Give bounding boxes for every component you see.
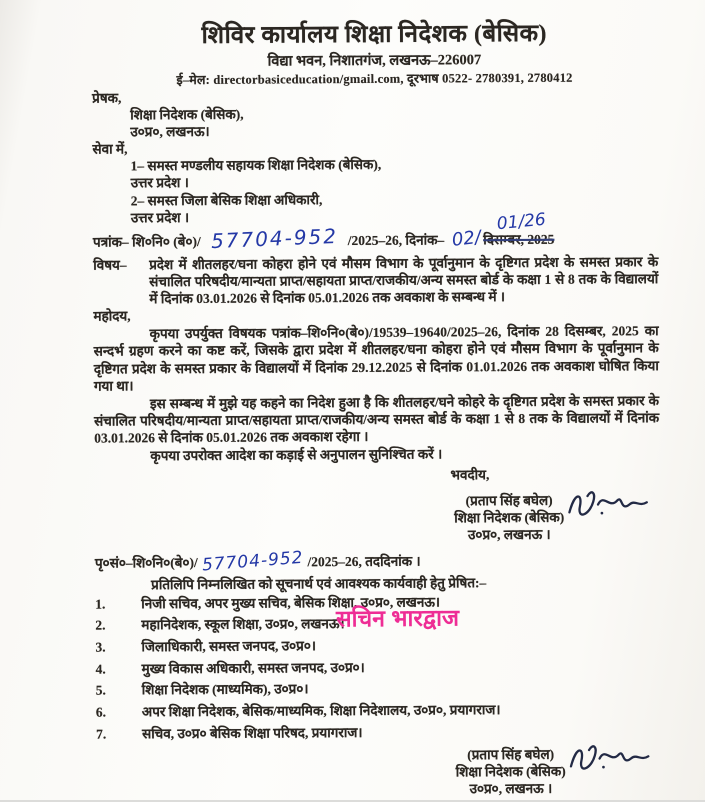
recipients-label: सेवा में, (92, 141, 128, 157)
handwritten-reference-number: 57704-952 (210, 223, 339, 253)
item-number: 5. (95, 682, 106, 698)
endorsement-prefix: पृ०सं०–शि०नि०(बे०)/ (94, 554, 198, 571)
reference-prefix: पत्रांक– शि०नि० (बे०)/ (92, 233, 201, 250)
item-text: निजी सचिव, अपर मुख्य सचिव, बेसिक शिक्षा, उ०प्र०, लखनऊ। (141, 594, 441, 611)
body-paragraph-1: कृपया उपर्युक्त विषयक पत्रांक–शि०नि०(बे०)/19539–19640/2025–26, दिनांक 28 दिसम्बर, 2025 का सन्दर्भ ग्रहण करने का कष्ट करें, जिसके द्वारा प्रदेश में शीतलहर/घना कोहरा होने एवं मौसम विभाग के पूर्वानुमान के दृष्टिगत प्रदेश के समस्त प्रकार के विद्यालयों में दिनांक 29.12.2025 से दिनांक 01.01.2026 तक अवकाश घोषित किया गया था। (93, 323, 659, 394)
item-number: 2. (95, 617, 106, 633)
distribution-item (95, 635, 660, 656)
signature-block-primary (407, 491, 612, 544)
signatory-designation: शिक्षा निदेशक (बेसिक) (454, 509, 565, 526)
item-text: महानिदेशक, स्कूल शिक्षा, उ०प्र०, लखनऊ। (141, 616, 345, 633)
struck-printed-date: दिसम्बर, 2025 (483, 231, 555, 248)
item-number: 3. (95, 639, 106, 655)
valediction: भवदीय, (450, 467, 490, 483)
recipient-item: 1– समस्त मण्डलीय सहायक शिक्षा निदेशक (बेसिक), (130, 157, 382, 174)
item-number: 4. (95, 661, 106, 677)
endorsement-suffix: /2025–26, तददिनांक । (307, 553, 421, 570)
item-number: 7. (95, 726, 107, 742)
sender-place: उ०प्र०, लखनऊ। (130, 123, 210, 140)
handwritten-date-day: 02/ (451, 226, 483, 251)
signature-block-secondary (408, 745, 613, 798)
handwritten-date-rest: 01/26 (496, 209, 547, 235)
salutation: महोदय, (93, 308, 131, 324)
handwritten-endorsement-number: 57704-952 (201, 547, 304, 576)
subject-section (93, 253, 658, 308)
recipient-item: 2– समस्त जिला बेसिक शिक्षा अधिकारी, (130, 191, 323, 208)
item-number: 1. (95, 596, 106, 612)
watermark-name: सचिन भारद्वाज (335, 604, 460, 632)
handwritten-signature-icon (564, 483, 650, 528)
reference-suffix: /2025–26, दिनांक– (347, 232, 445, 248)
item-number: 6. (95, 704, 107, 720)
signatory-place: उ०प्र०, लखनऊ । (469, 780, 553, 797)
letterhead-address: विद्या भवन, निशातगंज, लखनऊ–226007 (267, 52, 482, 70)
body-paragraph-3: कृपया उपरोक्त आदेश का कड़ाई से अनुपालन सुनिश्चित करें । (150, 446, 443, 464)
signatory-name: (प्रताप सिंह बघेल) (467, 746, 555, 762)
date-correction (483, 209, 555, 249)
letterhead-contact: ई–मेल: directorbasiceducation/gmail.com, दूरभाष 0522- 2780391, 2780412 (176, 70, 573, 87)
sender-label: प्रेषक, (92, 90, 122, 106)
endorsement-reference-line (95, 549, 660, 574)
handwritten-signature-icon (565, 737, 651, 782)
sender-designation: शिक्षा निदेशक (बेसिक), (130, 106, 244, 123)
signatory-designation: शिक्षा निदेशक (बेसिक) (455, 763, 566, 780)
item-text: सचिव, उ०प्र० बेसिक शिक्षा परिषद, प्रयागराज। (141, 724, 363, 741)
copy-distribution-heading: प्रतिलिपि निम्नलिखित को सूचनार्थ एवं आवश्यक कार्यवाही हेतु प्रेषित:– (151, 574, 487, 592)
subject-text: प्रदेश में शीतलहर/घना कोहरा होने एवं मौसम विभाग के पूर्वानुमान के दृष्टिगत प्रदेश के समस्त प्रकार के संचालित परिषदीय/मान्यता प्राप्त/सहायता प्राप्त/राजकीय/अन्य समस्त बोर्ड के कक्षा 1 से 8 तक के विद्यालयों में दिनांक 03.01.2026 से दिनांक 05.01.2026 तक अवकाश के सम्बन्ध में । (149, 253, 659, 307)
item-text: अपर शिक्षा निदेशक, बेसिक/माध्यमिक, शिक्षा निदेशालय, उ०प्र०, प्रयागराज। (141, 702, 501, 720)
signatory-name: (प्रताप सिंह बघेल) (465, 492, 553, 508)
body-paragraph-2: इस सम्बन्ध में मुझे यह कहने का निदेश हुआ है कि शीतलहर/घने कोहरे के दृष्टिगत प्रदेश के समस्त प्रकार के संचालित परिषदीय/मान्यता प्राप्त/सहायता प्राप्त/राजकीय/अन्य समस्त बोर्ड के कक्षा 1 से 8 तक के विद्यालयों में दिनांक 03.01.2026 से दिनांक 05.01.2026 तक अवकाश रहेगा । (94, 392, 660, 446)
distribution-item (96, 700, 661, 721)
item-text: शिक्षा निदेशक (माध्यमिक), उ०प्र०। (141, 681, 309, 698)
distribution-item (96, 657, 661, 678)
recipient-item-region: उत्तर प्रदेश । (130, 209, 190, 226)
item-text: मुख्य विकास अधिकारी, समस्त जनपद, उ०प्र०। (141, 659, 365, 676)
subject-label: विषय– (93, 257, 127, 273)
signatory-place: उ०प्र०, लखनऊ । (467, 526, 551, 543)
item-text: जिलाधिकारी, समस्त जनपद, उ०प्र०। (141, 638, 316, 655)
distribution-item (96, 678, 661, 699)
recipient-item-region: उत्तर प्रदेश । (130, 175, 189, 191)
letterhead-title: शिविर कार्यालय शिक्षा निदेशक (बेसिक) (201, 20, 548, 49)
